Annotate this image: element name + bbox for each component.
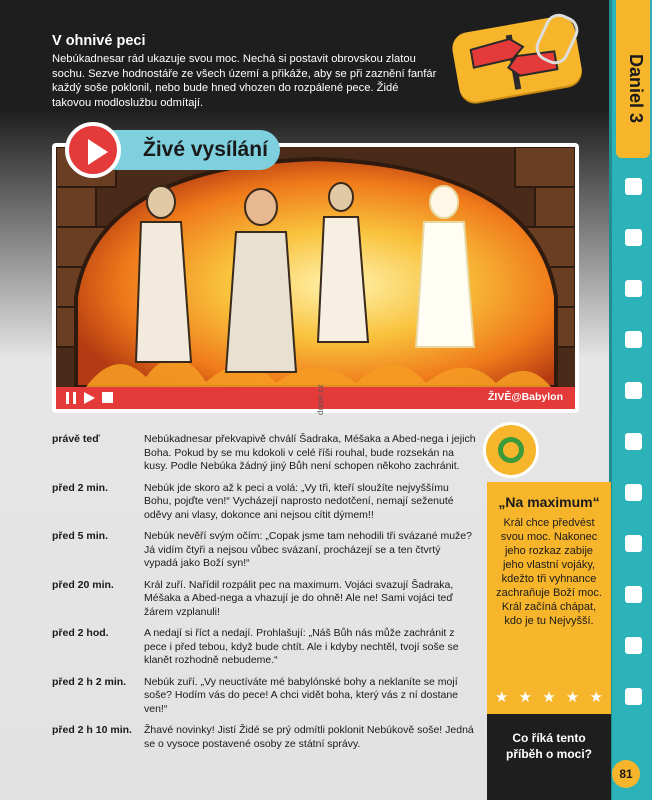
- intro-title: V ohnivé peci: [52, 33, 146, 49]
- timeline-text: A nedají si říct a nedají. Prohlašují: „Náš Bůh nás může zachránit z pece i před tebou, když bude chtít. Ale i kdyby nechtěl, tvojí soše se klanět rozhodně nebudeme.“: [144, 627, 459, 666]
- live-video-frame: [52, 143, 579, 413]
- timeline-row: [52, 627, 477, 668]
- timeline-text: Král zuří. Nařídil rozpálit pec na maximum. Vojáci svazují Šadraka, Méšaka a Abed-nega a vhazují je do ohně! Ale ne! Sami vojáci teď žárem vzplanuli!: [144, 578, 454, 618]
- star-row: [495, 690, 603, 705]
- film-hole: [625, 382, 642, 399]
- timeline-time: právě teď: [52, 433, 100, 445]
- timeline-row: [52, 676, 477, 717]
- timeline-text: Žhavé novinky! Jistí Židé se prý odmítli poklonit Nebúkově soše! Jedná se o vysoce postavené osoby ze státní správy.: [144, 724, 474, 750]
- maximum-sidebox: [487, 482, 611, 714]
- furnace-illustration: [56, 147, 575, 409]
- film-hole: [625, 178, 642, 195]
- live-broadcast-badge: [65, 122, 280, 180]
- film-hole: [625, 331, 642, 348]
- stop-icon[interactable]: [102, 392, 113, 403]
- watermark: doron.cz: [316, 384, 325, 415]
- timeline-row: [52, 530, 477, 571]
- timeline-feed: [52, 433, 477, 759]
- sidebox-text: Král chce předvést svou moc. Nakonec jeho rozkaz zabije jeho vlastní vojáky, kdežto tři vyhnance zachraňuje Boží moc. Král začíná chápat, kdo je tu Nejvyšší.: [496, 517, 602, 627]
- channel-label: ŽIVĚ@Babylon: [488, 391, 563, 403]
- timeline-text: Nebúk zuří. „Vy neuctíváte mé babylónské bohy a neklaníte se mojí soše? Hodím vás do pece! A chci vidět boha, který vás z ní dostane ven!“: [144, 675, 459, 715]
- timeline-time: před 5 min.: [52, 530, 109, 542]
- timeline-time: před 2 h 10 min.: [52, 724, 132, 736]
- timeline-time: před 2 hod.: [52, 627, 109, 639]
- timeline-time: před 20 min.: [52, 578, 114, 591]
- pause-icon[interactable]: [66, 392, 76, 404]
- film-hole: [625, 688, 642, 705]
- film-hole: [625, 280, 642, 297]
- film-hole: [625, 586, 642, 603]
- film-hole: [625, 637, 642, 654]
- timeline-row: [52, 579, 477, 620]
- film-hole: [625, 229, 642, 246]
- timeline-row: [52, 482, 477, 523]
- chapter-tab: [616, 0, 650, 158]
- question-box: Co říká tento příběh o moci?: [487, 714, 611, 800]
- star-icon: ★: [518, 689, 533, 706]
- film-hole: [625, 433, 642, 450]
- timeline-text: Nebúk jde skoro až k peci a volá: „Vy tři, kteří sloužíte nejvyššímu Bohu, pojďte ven!“ Vycházejí naprosto nedotčení, nemají seženuté oděvy ani vlasy, dokonce ani nejsou cítit dýmem!!: [144, 481, 454, 521]
- live-label: Živé vysílání: [143, 138, 268, 161]
- live-label-pill: [95, 130, 280, 170]
- timeline-time: před 2 h 2 min.: [52, 675, 127, 688]
- furnace-scene-image: [56, 147, 575, 409]
- timeline-row: [52, 724, 477, 751]
- film-hole: [625, 535, 642, 552]
- timeline-text: Nebúk nevěří svým očím: „Copak jsme tam nehodili tři svázané muže? Já vidím čtyři a nejsou vůbec svázaní, procházejí se a ten čtvrtý vypadá jako Boží syn!“: [144, 530, 472, 569]
- timeline-row: [52, 433, 477, 474]
- sidebox-title: „Na maximum“: [498, 494, 600, 510]
- intro-section: [52, 33, 437, 110]
- timeline-text: Nebúkadnesar překvapivě chválí Šadraka, Méšaka a Abed-nega i jejich Boha. Pokud by se mu kdokoli v celé říši rouhal, bude rozsekán na kusy. Podle Nebúka žádný jiný Bůh není schopen někoho zachránit.: [144, 433, 476, 472]
- wreath-badge: [483, 422, 539, 478]
- page-number: 81: [612, 760, 640, 788]
- play-icon[interactable]: [84, 392, 95, 404]
- intro-text: Nebúkadnesar rád ukazuje svou moc. Nechá si postavit obrovskou zlatou sochu. Sezve hodnostáře ze všech území a přikáže, aby se při zaznění fanfár každý soše poklonil, nebo bude hned vhozen do rozpálené pece. Židé takovou modloslužbu odmítají.: [52, 53, 437, 109]
- star-icon: ★: [542, 689, 556, 706]
- star-icon: ★: [495, 689, 509, 706]
- film-hole: [625, 484, 642, 501]
- chapter-label: Daniel 3: [626, 54, 646, 124]
- star-icon: ★: [565, 689, 580, 706]
- timeline-time: před 2 min.: [52, 481, 109, 494]
- laurel-wreath-icon: [498, 437, 524, 463]
- star-icon: ★: [589, 689, 603, 706]
- play-button-icon: [65, 122, 121, 178]
